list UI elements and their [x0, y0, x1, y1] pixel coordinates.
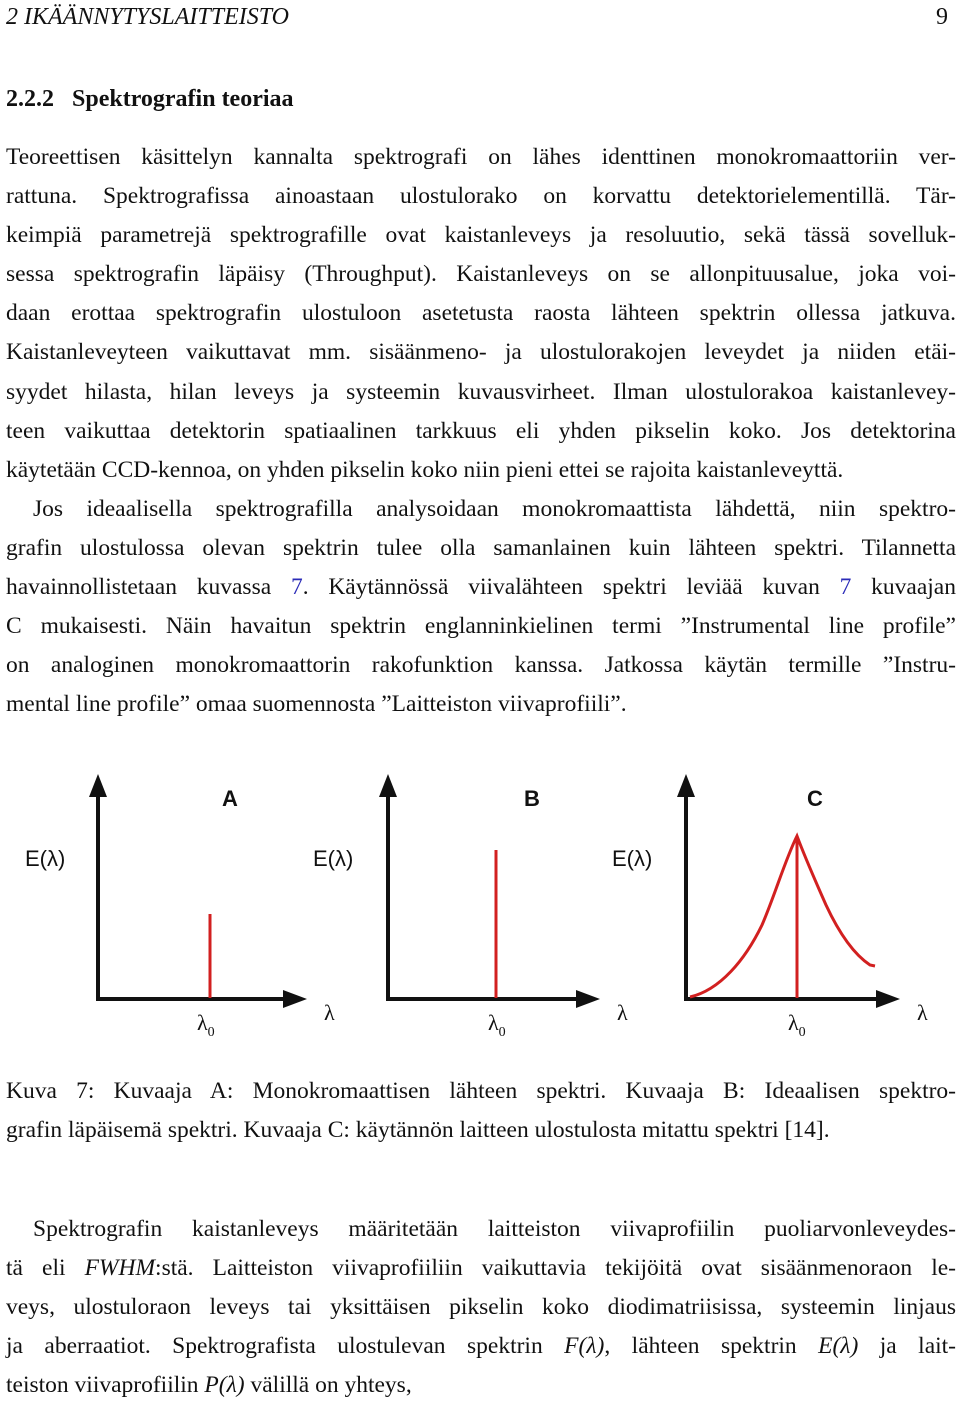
text-span: ja aberraatiot. Spektrografista ulostulevan spektrin — [6, 1333, 565, 1360]
math-e-lambda: E(λ) — [818, 1333, 859, 1360]
peak-label — [488, 1010, 506, 1040]
math-f-lambda: F(λ) — [564, 1333, 605, 1360]
paragraph-line — [6, 568, 956, 607]
y-axis-label: E(λ) — [25, 846, 66, 871]
text-span: kuvaajan — [851, 574, 956, 601]
paragraph-line: C mukaisesti. Näin havaitun spektrin englanninkielinen termi ”Instrumental line profile” — [6, 613, 956, 640]
peak-subscript: 0 — [798, 1025, 806, 1040]
paragraph-line: käytetään CCD-kennoa, on yhden pikselin koko niin pieni ettei se rajoita kaistanleveyttä. — [6, 456, 844, 483]
text-span: tä eli — [6, 1255, 85, 1282]
panel-letter: A — [222, 786, 238, 811]
peak-subscript: 0 — [498, 1025, 506, 1040]
x-axis-label: λ — [617, 1000, 628, 1025]
section-number: 2.2.2 — [6, 86, 54, 112]
panel-c — [612, 774, 928, 1040]
x-axis-arrow-icon — [283, 990, 307, 1008]
section-heading — [6, 86, 294, 113]
caption-line: grafin läpäisemä spektri. Kuvaaja C: käytännön laitteen ulostulosta mitattu spektri [14]. — [6, 1117, 830, 1144]
figure-reference-link[interactable]: 7 — [839, 574, 852, 601]
y-axis-label: E(λ) — [612, 846, 653, 871]
text-span: havainnollistetaan kuvassa — [6, 574, 291, 601]
peak-lambda: λ — [488, 1010, 499, 1035]
paragraph-line — [6, 1366, 956, 1405]
paragraph-line: on analoginen monokromaattorin rakofunktion kanssa. Jatkossa käytän termille ”Instru- — [6, 652, 956, 679]
text-span: :stä. Laitteiston viivaprofiiliin vaikuttavia tekijöitä ovat sisäänmenoraon le- — [155, 1255, 957, 1282]
paragraph-line: keimpiä parametrejä spektrografille ovat kaistanleveys ja resoluutio, sekä tässä sovelluk- — [6, 222, 956, 249]
peak-lambda: λ — [788, 1010, 799, 1035]
section-title: Spektrografin teoriaa — [72, 86, 294, 112]
paragraph-line — [6, 1249, 956, 1288]
y-axis-arrow-icon — [677, 774, 695, 797]
x-axis-arrow-icon — [576, 990, 600, 1008]
running-header-chapter: 2 IKÄÄNNYTYSLAITTEISTO — [6, 4, 289, 30]
y-axis-arrow-icon — [89, 774, 107, 797]
x-axis-label: λ — [324, 1000, 335, 1025]
paragraph-line: Kaistanleveyteen vaikuttavat mm. sisäänmeno- ja ulostulorakojen leveydet ja niiden etäi- — [6, 339, 956, 366]
peak-subscript: 0 — [207, 1025, 215, 1040]
x-axis-arrow-icon — [876, 990, 900, 1008]
paragraph-line: daan erottaa spektrografin ulostuloon asetetusta raosta lähteen spektrin ollessa jatkuva. — [6, 300, 956, 327]
text-span: ja lait- — [858, 1333, 957, 1360]
x-axis-label: λ — [917, 1000, 928, 1025]
math-p-lambda: P(λ) — [204, 1372, 245, 1399]
peak-label — [788, 1010, 806, 1040]
fwhm-term: FWHM — [84, 1255, 156, 1282]
text-span: , lähteen spektrin — [604, 1333, 819, 1360]
paragraph-line: teen vaikuttaa detektorin spatiaalinen tarkkuus eli yhden pikselin koko. Jos detektorina — [6, 417, 956, 444]
paragraph-line: grafin ulostulossa olevan spektrin tulee olla samanlainen kuin lähteen spektri. Tilannetta — [6, 535, 956, 562]
y-axis-label: E(λ) — [313, 846, 354, 871]
paragraph-line: sessa spektrografin läpäisy (Throughput). Kaistanleveys on se allonpituusalue, joka voi- — [6, 261, 956, 288]
panel-letter: C — [807, 786, 823, 811]
paragraph-line: Jos ideaalisella spektrografilla analysoidaan monokromaattista lähdettä, niin spektro- — [33, 496, 956, 522]
text-span: . Käytännössä viivalähteen spektri leviää kuvan — [302, 574, 840, 601]
instrumental-profile-curve — [690, 836, 875, 997]
paragraph-line: veys, ulostuloraon leveys tai yksittäisen pikselin koko diodimatriisissa, systeemin linjaus — [6, 1294, 956, 1321]
paragraph-line: syydet hilasta, hilan leveys ja systeemin kuvausvirheet. Ilman ulostulorakoa kaistanlevey- — [6, 378, 956, 405]
text-span: teiston viivaprofiilin — [6, 1372, 205, 1399]
paragraph-2 — [6, 490, 956, 725]
caption-line: Kuva 7: Kuvaaja A: Monokromaattisen lähteen spektri. Kuvaaja B: Ideaalisen spektro- — [6, 1078, 956, 1104]
paragraph-line: Spektrografin kaistanleveys määritetään laitteiston viivaprofiilin puoliarvonleveydes- — [33, 1216, 956, 1242]
panel-letter: B — [524, 786, 540, 811]
page-number: 9 — [936, 4, 948, 30]
panel-b — [313, 774, 628, 1040]
y-axis-arrow-icon — [379, 774, 397, 797]
figure-caption — [6, 1072, 956, 1150]
panel-a — [25, 774, 335, 1040]
paragraph-line: rattuna. Spektrografissa ainoastaan ulostulorako on korvattu detektorielementillä. Tär- — [6, 183, 956, 210]
paragraph-1 — [6, 138, 956, 490]
peak-lambda: λ — [197, 1010, 208, 1035]
paragraph-line: Teoreettisen käsittelyn kannalta spektrografi on lähes identtinen monokromaattoriin ver- — [6, 144, 956, 170]
paragraph-line — [6, 1327, 956, 1366]
peak-label — [197, 1010, 215, 1040]
paragraph-line: mental line profile” omaa suomennosta ”Laitteiston viivaprofiili”. — [6, 691, 627, 718]
figure-reference-link[interactable]: 7 — [290, 574, 303, 601]
paragraph-3 — [6, 1210, 956, 1405]
text-span: välillä on yhteys, — [244, 1372, 412, 1399]
spectrum-figure — [0, 760, 960, 1050]
